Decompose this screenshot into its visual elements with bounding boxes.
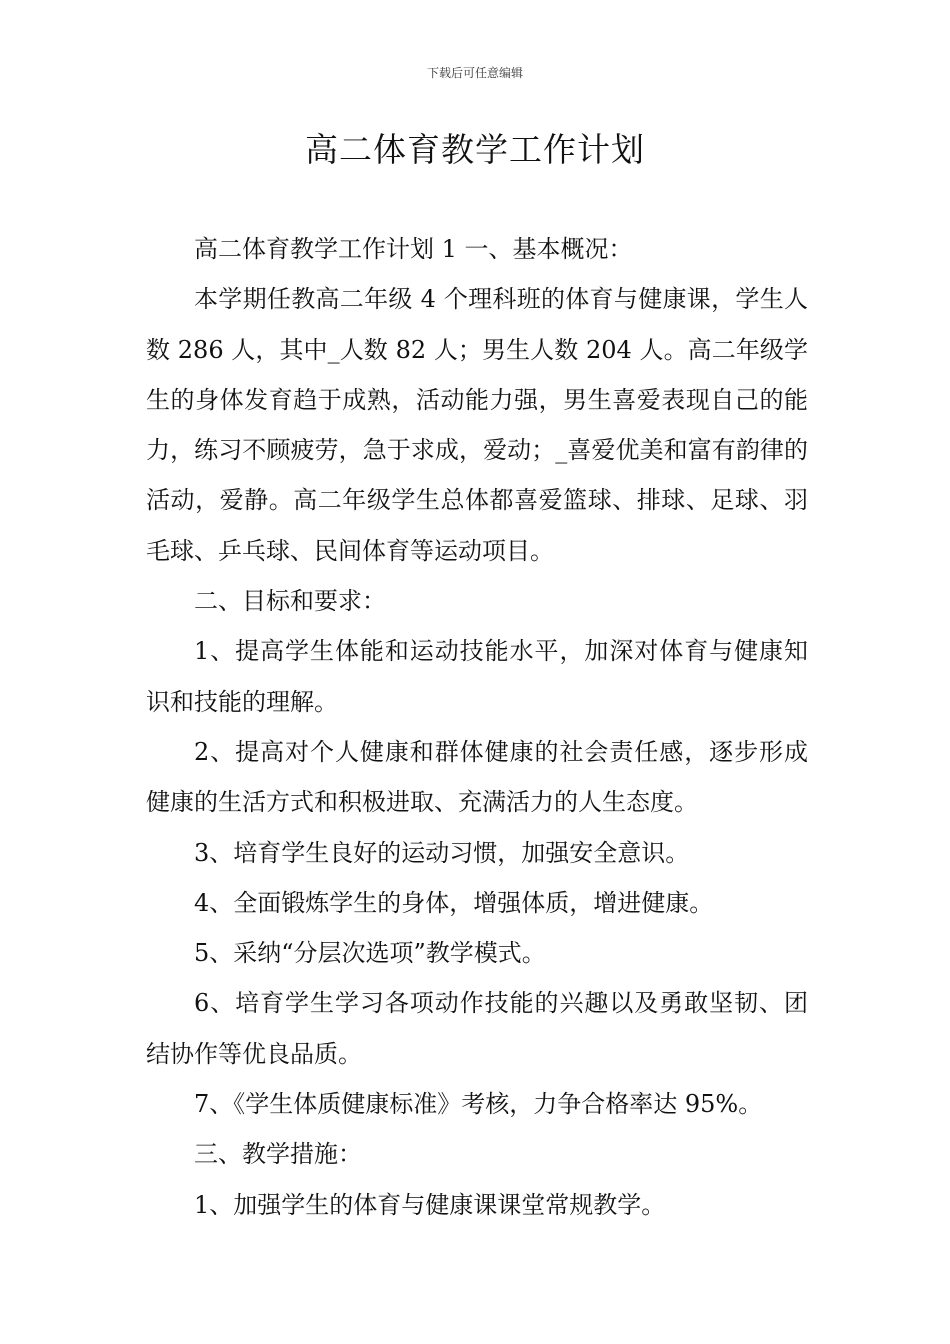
- goal-item-2: 2、提高对个人健康和群体健康的社会责任感，逐步形成健康的生活方式和积极进取、充满活力的人生态度。: [146, 737, 808, 817]
- section-heading-measures: 三、教学措施：: [194, 1140, 362, 1169]
- goal-item-7: 7、《学生体质健康标准》考核，力争合格率达 95%。: [194, 1090, 763, 1119]
- goal-item-3: 3、培育学生良好的运动习惯，加强安全意识。: [194, 838, 690, 867]
- header-note: 下载后可任意编辑: [426, 66, 523, 80]
- goal-item-6: 6、培育学生学习各项动作技能的兴趣以及勇敢坚韧、团结协作等优良品质。: [146, 989, 808, 1068]
- paragraph-intro: 高二体育教学工作计划 1 一、基本概况：: [194, 235, 633, 263]
- goal-item-4: 4、全面锻炼学生的身体，增强体质，增进健康。: [194, 888, 714, 917]
- document-title: 高二体育教学工作计划: [305, 130, 645, 169]
- measure-item-1: 1、加强学生的体育与健康课课堂常规教学。: [194, 1190, 666, 1219]
- goal-item-5: 5、采纳“分层次选项”教学模式。: [194, 939, 546, 968]
- document-body: [146, 224, 808, 1230]
- paragraph-overview: 本学期任教高二年级 4 个理科班的体育与健康课，学生人数 286 人，其中_人数 82 人；男生人数 204 人。高二年级学生的身体发育趋于成熟，活动能力强，男生喜爱表现自己的能力，练习不顾疲劳，急于求成，爱动；_喜爱优美和富有韵律的活动，爱静。高二年级学生总体都喜爱篮球、排球、足球、羽毛球、乒乓球、民间体育等运动项目。: [146, 285, 808, 565]
- section-heading-goals: 二、目标和要求：: [194, 587, 386, 616]
- goal-item-1: 1、提高学生体能和运动技能水平，加深对体育与健康知识和技能的理解。: [146, 637, 808, 716]
